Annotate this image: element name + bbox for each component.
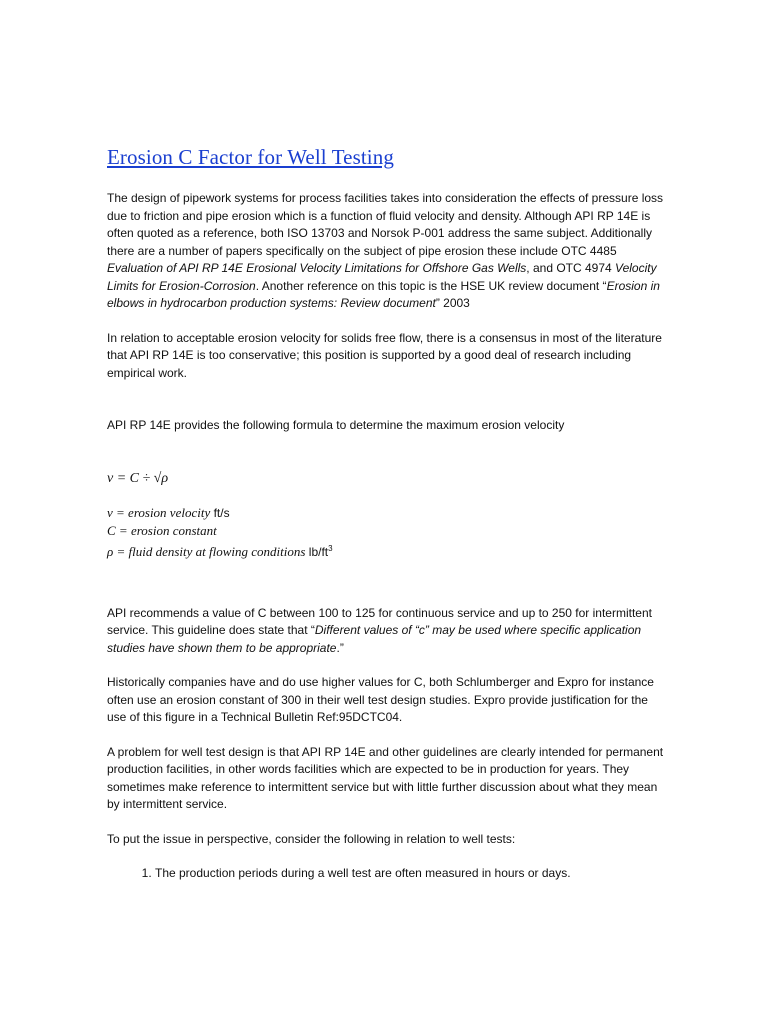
- numbered-list: [107, 865, 667, 882]
- definition-math: ρ = fluid density at flowing conditions: [107, 543, 306, 559]
- text-run: The design of pipework systems for process facilities takes into consideration the effects of pressure loss due to friction and pipe erosion which is a function of fluid velocity and density. Although API RP 14E is often quoted as a reference, both ISO 13703 and Norsok P-001 address the same subject. Additionally there are a number of papers specifically on the subject of pipe erosion these include OTC 4485: [107, 191, 664, 258]
- paragraph-api-recommendation: [107, 605, 667, 658]
- definition-unit: ft/s: [210, 505, 230, 520]
- text-run: ” 2003: [435, 296, 470, 310]
- text-run: API recommends a value of C between 100 to 125 for continuous service and up to 250 for intermittent service. This guideline does state that “: [107, 605, 652, 637]
- definition-superscript: 3: [328, 543, 333, 553]
- definition-math: C = erosion constant: [107, 522, 217, 538]
- document-title: Erosion C Factor for Well Testing: [107, 145, 394, 169]
- spacer: [107, 399, 667, 417]
- italic-run: Different values of “c” may be used where specific application studies have shown them to be appropriate: [107, 623, 642, 655]
- definition-constant: [107, 522, 667, 540]
- definition-math: v = erosion velocity: [107, 504, 211, 520]
- text-run: , and OTC 4974: [526, 261, 616, 275]
- paragraph-consensus: In relation to acceptable erosion velocity for solids free flow, there is a consensus in most of the literature that API RP 14E is too conservative; this position is supported by a good deal of research including empirical work.: [107, 330, 662, 380]
- definition-unit: lb/ft: [305, 544, 329, 559]
- paragraph-perspective: To put the issue in perspective, consider the following in relation to well tests:: [107, 831, 516, 846]
- formula-definitions: [107, 504, 667, 561]
- paragraph-formula-intro: API RP 14E provides the following formula to determine the maximum erosion velocity: [107, 418, 565, 432]
- formula-main: v = C ÷ √ρ: [107, 470, 169, 486]
- paragraph-problem: A problem for well test design is that API RP 14E and other guidelines are clearly intended for permanent production facilities, in other words facilities which are expected to be in production for years. They sometimes make reference to intermittent service but with little further discussion about what they mean by intermittent service.: [107, 744, 664, 811]
- italic-run: Erosion in elbows in hydrocarbon production systems: Review document: [107, 278, 660, 310]
- definition-density: [107, 540, 667, 561]
- paragraph-historical: Historically companies have and do use higher values for C, both Schlumberger and Expro for instance often use an erosion constant of 300 in their well test design studies. Expro provide justification for the use of this figure in a Technical Bulletin Ref:95DCTC04.: [107, 675, 654, 724]
- list-item: 1. The production periods during a well test are often measured in hours or days.: [155, 865, 667, 882]
- italic-run: Velocity Limits for Erosion-Corrosion: [107, 261, 657, 293]
- text-run: .”: [336, 640, 344, 655]
- document-content: [107, 145, 667, 882]
- italic-run: Evaluation of API RP 14E Erosional Velocity Limitations for Offshore Gas Wells: [107, 261, 527, 275]
- definition-velocity: [107, 504, 667, 522]
- text-run: . Another reference on this topic is the HSE UK review document “: [255, 278, 607, 293]
- paragraph-intro: [107, 190, 667, 313]
